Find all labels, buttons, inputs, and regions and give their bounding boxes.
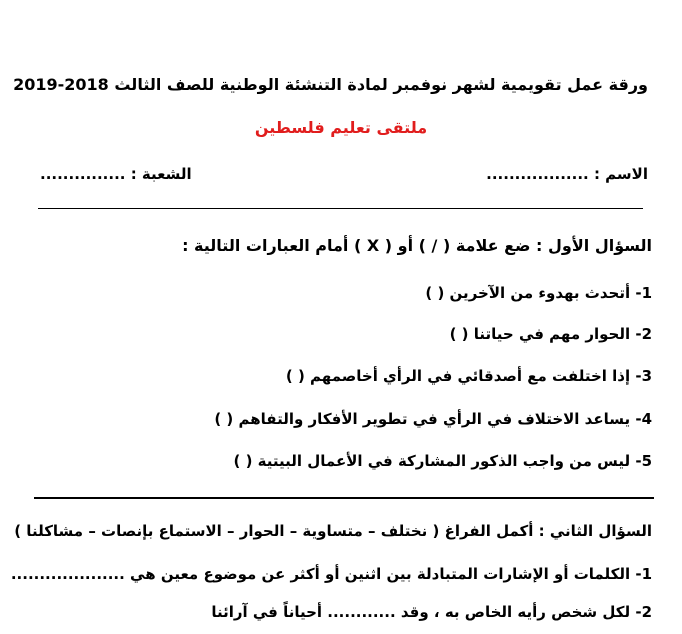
question-2-item-1: 1- الكلمات أو الإشارات المتبادلة بين اثنين أو أكثر عن موضوع معين هي ....................	[10, 565, 652, 583]
question-1-item-5: 5- ليس من واجب الذكور المشاركة في الأعمال البيتية ( )	[233, 452, 652, 470]
section-field: الشعبة : ...............	[40, 165, 192, 183]
question-2-heading: السؤال الثاني : أكمل الفراغ ( نختلف – متساوية – الحوار – الاستماع بإنصات – مشاكلنا )	[14, 522, 652, 540]
question-1-item-1: 1- أتحدث بهدوء من الآخرين ( )	[425, 284, 652, 302]
divider-middle	[34, 497, 654, 499]
worksheet-subtitle: ملتقى تعليم فلسطين	[254, 118, 428, 137]
question-1-item-2: 2- الحوار مهم في حياتنا ( )	[449, 325, 652, 343]
name-field: الاسم : ..................	[486, 165, 648, 183]
question-1-item-3: 3- إذا اختلفت مع أصدقائي في الرأي أخاصمهم ( )	[285, 367, 652, 385]
question-1-heading: السؤال الأول : ضع علامة ( / ) أو ( X ) أمام العبارات التالية :	[182, 236, 652, 255]
question-2-item-2: 2- لكل شخص رأيه الخاص به ، وقد ............ أحياناً في آرائنا	[211, 603, 652, 621]
worksheet-title: ورقة عمل تقويمية لشهر نوفمبر لمادة التنشئة الوطنية للصف الثالث 2018-2019	[13, 75, 648, 94]
divider-top	[38, 208, 643, 209]
question-1-item-4: 4- يساعد الاختلاف في الرأي في تطوير الأفكار والتفاهم ( )	[214, 410, 652, 428]
